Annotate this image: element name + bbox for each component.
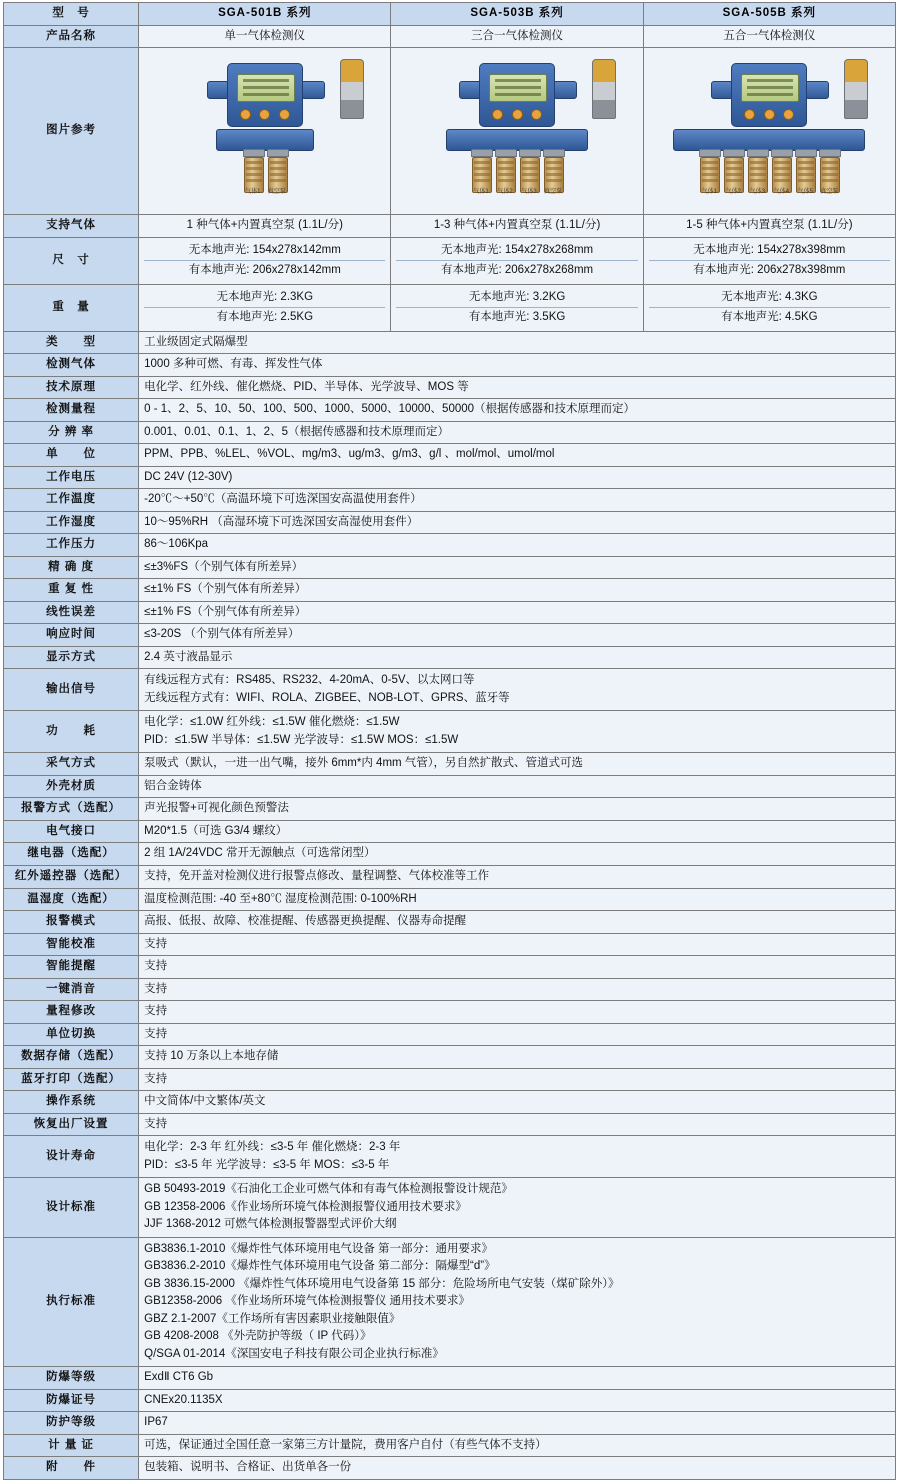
- row-label-shell: 外壳材质: [4, 775, 139, 798]
- output-signal-wireless: 无线远程方式有：WIFI、ROLA、ZIGBEE、NOB-LOT、GPRS、蓝牙等: [144, 691, 510, 704]
- power-val: ≤1.5W: [366, 716, 400, 729]
- sensor-label: 真空泵: [544, 189, 563, 196]
- sensor-probe: [748, 149, 766, 193]
- table-row-design-standard: [4, 1178, 896, 1238]
- table-row-size: [4, 237, 896, 284]
- model-col-1: SGA-501B 系列: [139, 3, 391, 26]
- row-label-response-time: 响应时间: [4, 624, 139, 647]
- support-gas-3: 1-5 种气体+内置真空泵 (1.1L/分): [643, 215, 895, 238]
- size-no-alarm-3: 无本地声光: 154x278x398mm: [693, 243, 846, 256]
- model-col-3: SGA-505B 系列: [643, 3, 895, 26]
- detector-head: [731, 63, 807, 127]
- repeatability-value: ≤±1% FS（个别气体有所差异）: [139, 579, 896, 602]
- specification-table: [3, 2, 896, 1480]
- row-label-accessories: 附 件: [4, 1457, 139, 1480]
- life-val: ≤3-5 年: [174, 1158, 213, 1171]
- exec-standard-item: GB 4208-2008 《外壳防护等级（ IP 代码）》: [144, 1330, 372, 1343]
- device-illustration-2: [396, 51, 637, 211]
- life-val: ≤3-5 年: [270, 1141, 309, 1154]
- table-row-design-life: [4, 1136, 896, 1178]
- sensor-probe: [700, 149, 718, 193]
- table-row-power: [4, 711, 896, 753]
- detect-gas-value: 1000 多种可燃、有毒、挥发性气体: [139, 354, 896, 377]
- sensor-probe: [544, 149, 562, 193]
- row-label-temp-humidity-opt: 温湿度（选配）: [4, 888, 139, 911]
- sensor-label: 气体2: [497, 189, 513, 196]
- ex-cert-value: CNEx20.1135X: [139, 1389, 896, 1412]
- row-label-smart-reminder: 智能提醒: [4, 956, 139, 979]
- design-life-line-1: [144, 1139, 890, 1157]
- table-row-display: [4, 646, 896, 669]
- table-row-image-reference: [4, 48, 896, 215]
- size-with-alarm-1: 有本地声光: 206x278x142mm: [144, 260, 385, 281]
- power-value: [139, 711, 896, 753]
- sensor-label: 气体5: [797, 189, 814, 196]
- row-label-tech-principle: 技术原理: [4, 376, 139, 399]
- alarm-mode-opt-value: 声光报警+可视化颜色预警法: [139, 798, 896, 821]
- row-label-detect-gas: 检测气体: [4, 354, 139, 377]
- device-image-2: [391, 48, 643, 215]
- exec-standard-value: [139, 1237, 896, 1367]
- table-row-type: [4, 331, 896, 354]
- table-row-temp-humidity-opt: [4, 888, 896, 911]
- electrical-interface-value: M20*1.5（可选 G3/4 螺纹）: [139, 820, 896, 843]
- weight-no-alarm-3: 无本地声光: 4.3KG: [721, 290, 818, 303]
- power-key: 半导体：: [211, 733, 258, 746]
- resolution-value: 0.001、0.01、0.1、1、2、5（根据传感器和技术原理而定）: [139, 421, 896, 444]
- sensor-label: 气体1: [701, 189, 718, 196]
- exec-standard-item: GB3836.1-2010《爆炸性气体环境用电气设备 第一部分：通用要求》: [144, 1242, 494, 1255]
- design-standard-value: [139, 1178, 896, 1238]
- table-row-one-key-mute: [4, 978, 896, 1001]
- vacuum-pump-icon: [844, 59, 868, 119]
- row-label-support-gas: 支持气体: [4, 215, 139, 238]
- row-label-ip-level: 防护等级: [4, 1412, 139, 1435]
- row-label-ex-level: 防爆等级: [4, 1367, 139, 1390]
- power-key: PID：: [144, 733, 175, 746]
- life-key: MOS：: [314, 1158, 352, 1171]
- life-key: 红外线：: [224, 1141, 271, 1154]
- weight-no-alarm-1: 无本地声光: 2.3KG: [216, 290, 314, 303]
- sensor-probe: [796, 149, 814, 193]
- shell-value: 铝合金铸体: [139, 775, 896, 798]
- table-row-support-gas: [4, 215, 896, 238]
- power-val: ≤1.5W: [425, 733, 459, 746]
- size-2: [391, 237, 643, 284]
- weight-2: [391, 284, 643, 331]
- mount-ear-right: [301, 81, 325, 99]
- table-row-relay-opt: [4, 843, 896, 866]
- device-image-3: [643, 48, 895, 215]
- smart-calibration-value: 支持: [139, 933, 896, 956]
- control-buttons: [492, 109, 542, 120]
- manifold-bar-3: [673, 129, 865, 151]
- table-row-exec-standard: [4, 1237, 896, 1367]
- power-key: MOS：: [387, 733, 426, 746]
- life-key: 光学波导：: [215, 1158, 274, 1171]
- accuracy-value: ≤±3%FS（个别气体有所差异）: [139, 556, 896, 579]
- table-row-accuracy: [4, 556, 896, 579]
- table-row-detect-gas: [4, 354, 896, 377]
- table-row-linear-error: [4, 601, 896, 624]
- design-standard-item: JJF 1368-2012 可燃气体检测报警器型式评价大纲: [144, 1218, 397, 1231]
- sampling-value: 泵吸式（默认，一进一出气嘴，接外 6mm*内 4mm 气管），另自然扩散式、管道式可选: [139, 753, 896, 776]
- table-row-output-signal: [4, 669, 896, 711]
- sensor-probe: [244, 149, 262, 193]
- life-key: 催化燃烧：: [311, 1141, 370, 1154]
- table-row-alarm-mode-opt: [4, 798, 896, 821]
- row-label-resolution: 分 辨 率: [4, 421, 139, 444]
- row-label-data-storage-opt: 数据存储（选配）: [4, 1046, 139, 1069]
- weight-no-alarm-2: 无本地声光: 3.2KG: [468, 290, 566, 303]
- row-label-unit: 单 位: [4, 444, 139, 467]
- lcd-screen: [741, 74, 799, 102]
- table-row-smart-reminder: [4, 956, 896, 979]
- ir-remote-opt-value: 支持，免开盖对检测仪进行报警点修改、量程调整、气体校准等工作: [139, 865, 896, 888]
- row-label-power: 功 耗: [4, 711, 139, 753]
- product-name-1: 单一气体检测仪: [139, 25, 391, 48]
- sensor-probe: [820, 149, 838, 193]
- support-gas-1: 1 种气体+内置真空泵 (1.1L/分): [139, 215, 391, 238]
- exec-standard-item: GB 3836.15-2000 《爆炸性气体环境用电气设备第 15 部分：危险场所电气安装（煤矿除外）》: [144, 1277, 620, 1290]
- power-key: 光学波导：: [293, 733, 352, 746]
- weight-with-alarm-1: 有本地声光: 2.5KG: [144, 307, 385, 328]
- smart-reminder-value: 支持: [139, 956, 896, 979]
- work-pressure-value: 86～106Kpa: [139, 534, 896, 557]
- metrology-cert-value: 可选，保证通过全国任意一家第三方计量院，费用客户自付（有些气体不支持）: [139, 1434, 896, 1457]
- row-label-model: 型 号: [4, 3, 139, 26]
- row-label-work-humidity: 工作湿度: [4, 511, 139, 534]
- row-label-ex-cert: 防爆证号: [4, 1389, 139, 1412]
- row-label-repeatability: 重 复 性: [4, 579, 139, 602]
- mount-ear-right: [805, 81, 829, 99]
- table-row-shell: [4, 775, 896, 798]
- table-row-unit: [4, 444, 896, 467]
- manifold-bar-2: [446, 129, 588, 151]
- sensor-probe: [772, 149, 790, 193]
- range-value: 0 - 1、2、5、10、50、100、500、1000、5000、10000、50000（根据传感器和技术原理而定）: [139, 399, 896, 422]
- size-3: [643, 237, 895, 284]
- voltage-value: DC 24V (12-30V): [139, 466, 896, 489]
- vacuum-pump-icon: [592, 59, 616, 119]
- life-key: 电化学：: [144, 1141, 191, 1154]
- type-value: 工业级固定式隔爆型: [139, 331, 896, 354]
- size-with-alarm-2: 有本地声光: 206x278x268mm: [396, 260, 637, 281]
- table-row-range-modify: [4, 1001, 896, 1024]
- row-label-bt-print-opt: 蓝牙打印（选配）: [4, 1068, 139, 1091]
- size-with-alarm-3: 有本地声光: 206x278x398mm: [649, 260, 890, 281]
- power-key: 红外线：: [226, 716, 273, 729]
- table-row-bt-print-opt: [4, 1068, 896, 1091]
- life-val: ≤3-5 年: [351, 1158, 390, 1171]
- table-row-repeatability: [4, 579, 896, 602]
- ex-level-value: ExdⅡ CT6 Gb: [139, 1367, 896, 1390]
- temp-humidity-opt-value: 温度检测范围: -40 至+80℃ 湿度检测范围: 0-100%RH: [139, 888, 896, 911]
- power-val: ≤1.0W: [190, 716, 224, 729]
- sensor-probe: [520, 149, 538, 193]
- size-1: [139, 237, 391, 284]
- mount-ear-right: [553, 81, 577, 99]
- table-row-work-pressure: [4, 534, 896, 557]
- sensor-label: 气体4: [773, 189, 790, 196]
- row-label-type: 类 型: [4, 331, 139, 354]
- ip-level-value: IP67: [139, 1412, 896, 1435]
- relay-opt-value: 2 组 1A/24VDC 常开无源触点（可选常闭型）: [139, 843, 896, 866]
- exec-standard-item: GBZ 2.1-2007《工作场所有害因素职业接触限值》: [144, 1312, 401, 1325]
- linear-error-value: ≤±1% FS（个别气体有所差异）: [139, 601, 896, 624]
- tech-principle-value: 电化学、红外线、催化燃烧、PID、半导体、光学波导、MOS 等: [139, 376, 896, 399]
- sensor-label: 真空泵: [820, 189, 839, 196]
- row-label-size: 尺 寸: [4, 237, 139, 284]
- power-key: 电化学：: [144, 716, 191, 729]
- size-no-alarm-2: 无本地声光: 154x278x268mm: [441, 243, 594, 256]
- row-label-ir-remote-opt: 红外遥控器（选配）: [4, 865, 139, 888]
- output-signal-wired: 有线远程方式有：RS485、RS232、4-20mA、0-5V、以太网口等: [144, 674, 475, 687]
- control-buttons: [744, 109, 794, 120]
- row-label-metrology-cert: 计 量 证: [4, 1434, 139, 1457]
- sensor-label: 气体2: [725, 189, 742, 196]
- table-row-weight: [4, 284, 896, 331]
- life-val: ≤3-5 年: [273, 1158, 311, 1171]
- row-label-accuracy: 精 确 度: [4, 556, 139, 579]
- device-image-1: [139, 48, 391, 215]
- sensor-group-2: [472, 149, 562, 193]
- sensor-group-3: [700, 149, 838, 193]
- detector-head: [227, 63, 303, 127]
- power-line-1: [144, 714, 890, 732]
- range-modify-value: 支持: [139, 1001, 896, 1024]
- row-label-design-standard: 设计标准: [4, 1178, 139, 1238]
- device-illustration-1: [144, 51, 385, 211]
- lcd-screen: [489, 74, 547, 102]
- table-row-range: [4, 399, 896, 422]
- unit-switch-value: 支持: [139, 1023, 896, 1046]
- sensor-label: 气体3: [749, 189, 766, 196]
- table-row-unit-switch: [4, 1023, 896, 1046]
- sensor-labels-3: [700, 189, 838, 196]
- table-row-sampling: [4, 753, 896, 776]
- support-gas-2: 1-3 种气体+内置真空泵 (1.1L/分): [391, 215, 643, 238]
- model-col-2: SGA-503B 系列: [391, 3, 643, 26]
- sensor-labels-2: [472, 189, 562, 196]
- sensor-probe: [724, 149, 742, 193]
- design-standard-item: GB 50493-2019《石油化工企业可燃气体和有毒气体检测报警设计规范》: [144, 1183, 513, 1196]
- row-label-factory-reset: 恢复出厂设置: [4, 1113, 139, 1136]
- manifold-bar-1: [216, 129, 314, 151]
- design-standard-item: GB 12358-2006《作业场所环境气体检测报警仪通用技术要求》: [144, 1200, 467, 1213]
- row-label-image-reference: 图片参考: [4, 48, 139, 215]
- sensor-labels-1: [244, 189, 286, 196]
- sensor-label: 气体3: [521, 189, 537, 196]
- row-label-smart-calibration: 智能校准: [4, 933, 139, 956]
- bt-print-opt-value: 支持: [139, 1068, 896, 1091]
- power-val: ≤1.5W: [351, 733, 385, 746]
- table-row-resolution: [4, 421, 896, 444]
- exec-standard-item: GB3836.2-2010《爆炸性气体环境用电气设备 第二部分：隔爆型“d”》: [144, 1260, 496, 1273]
- sensor-label: 气体1: [473, 189, 489, 196]
- table-row-work-humidity: [4, 511, 896, 534]
- row-label-sampling: 采气方式: [4, 753, 139, 776]
- table-row-accessories: [4, 1457, 896, 1480]
- table-row-response-time: [4, 624, 896, 647]
- os-value: 中文简体/中文繁体/英文: [139, 1091, 896, 1114]
- row-label-voltage: 工作电压: [4, 466, 139, 489]
- response-time-value: ≤3-20S （个别气体有所差异）: [139, 624, 896, 647]
- detector-head: [479, 63, 555, 127]
- unit-value: PPM、PPB、%LEL、%VOL、mg/m3、ug/m3、g/m3、g/l 、mol/mol、umol/mol: [139, 444, 896, 467]
- size-no-alarm-1: 无本地声光: 154x278x142mm: [188, 243, 341, 256]
- table-row-ip-level: [4, 1412, 896, 1435]
- table-row-factory-reset: [4, 1113, 896, 1136]
- product-name-2: 三合一气体检测仪: [391, 25, 643, 48]
- row-label-relay-opt: 继电器（选配）: [4, 843, 139, 866]
- row-label-work-pressure: 工作压力: [4, 534, 139, 557]
- display-value: 2.4 英寸液晶显示: [139, 646, 896, 669]
- one-key-mute-value: 支持: [139, 978, 896, 1001]
- power-line-2: [144, 732, 890, 750]
- weight-3: [643, 284, 895, 331]
- alarm-mode-value: 高报、低报、故障、校准提醒、传感器更换提醒、仪器寿命提醒: [139, 911, 896, 934]
- device-illustration-3: [649, 51, 890, 211]
- row-label-os: 操作系统: [4, 1091, 139, 1114]
- row-label-exec-standard: 执行标准: [4, 1237, 139, 1367]
- row-label-linear-error: 线性误差: [4, 601, 139, 624]
- table-row-model: [4, 3, 896, 26]
- vacuum-pump-icon: [340, 59, 364, 119]
- table-row-electrical-interface: [4, 820, 896, 843]
- row-label-design-life: 设计寿命: [4, 1136, 139, 1178]
- row-label-display: 显示方式: [4, 646, 139, 669]
- power-val: ≤1.5W: [174, 733, 208, 746]
- exec-standard-item: GB12358-2006 《作业场所环境气体检测报警仪 通用技术要求》: [144, 1295, 471, 1308]
- life-val: 2-3 年: [190, 1141, 222, 1154]
- design-life-value: [139, 1136, 896, 1178]
- weight-1: [139, 284, 391, 331]
- row-label-work-temp: 工作温度: [4, 489, 139, 512]
- lcd-screen: [237, 74, 295, 102]
- power-val: ≤1.5W: [257, 733, 291, 746]
- output-signal-value: [139, 669, 896, 711]
- power-key: 催化燃烧：: [308, 716, 367, 729]
- accessories-value: 包装箱、说明书、合格证、出货单各一份: [139, 1457, 896, 1480]
- work-humidity-value: 10～95%RH （高湿环境下可选深国安高湿使用套件）: [139, 511, 896, 534]
- row-label-one-key-mute: 一键消音: [4, 978, 139, 1001]
- life-key: PID：: [144, 1158, 175, 1171]
- row-label-weight: 重 量: [4, 284, 139, 331]
- factory-reset-value: 支持: [139, 1113, 896, 1136]
- table-row-ex-cert: [4, 1389, 896, 1412]
- table-row-data-storage-opt: [4, 1046, 896, 1069]
- product-name-3: 五合一气体检测仪: [643, 25, 895, 48]
- power-val: ≤1.5W: [272, 716, 306, 729]
- table-row-alarm-mode: [4, 911, 896, 934]
- sensor-label: 气体1: [245, 189, 261, 196]
- row-label-output-signal: 输出信号: [4, 669, 139, 711]
- table-row-tech-principle: [4, 376, 896, 399]
- table-row-ir-remote-opt: [4, 865, 896, 888]
- exec-standard-item: Q/SGA 01-2014《深国安电子科技有限公司企业执行标准》: [144, 1347, 444, 1360]
- sensor-group-1: [244, 149, 286, 193]
- row-label-range: 检测量程: [4, 399, 139, 422]
- sensor-probe: [496, 149, 514, 193]
- row-label-alarm-mode-opt: 报警方式（选配）: [4, 798, 139, 821]
- design-life-line-2: [144, 1157, 890, 1175]
- row-label-unit-switch: 单位切换: [4, 1023, 139, 1046]
- table-row-ex-level: [4, 1367, 896, 1390]
- work-temp-value: -20℃～+50℃（高温环境下可选深国安高温使用套件）: [139, 489, 896, 512]
- row-label-range-modify: 量程修改: [4, 1001, 139, 1024]
- table-row-smart-calibration: [4, 933, 896, 956]
- table-row-product-name: [4, 25, 896, 48]
- row-label-electrical-interface: 电气接口: [4, 820, 139, 843]
- sensor-label: 真空泵: [267, 189, 286, 196]
- table-row-os: [4, 1091, 896, 1114]
- life-val: 2-3 年: [369, 1141, 401, 1154]
- sensor-probe: [472, 149, 490, 193]
- row-label-product-name: 产品名称: [4, 25, 139, 48]
- sensor-probe: [268, 149, 286, 193]
- weight-with-alarm-2: 有本地声光: 3.5KG: [396, 307, 637, 328]
- weight-with-alarm-3: 有本地声光: 4.5KG: [649, 307, 890, 328]
- table-row-voltage: [4, 466, 896, 489]
- control-buttons: [240, 109, 290, 120]
- data-storage-opt-value: 支持 10 万条以上本地存储: [139, 1046, 896, 1069]
- table-row-work-temp: [4, 489, 896, 512]
- row-label-alarm-mode: 报警模式: [4, 911, 139, 934]
